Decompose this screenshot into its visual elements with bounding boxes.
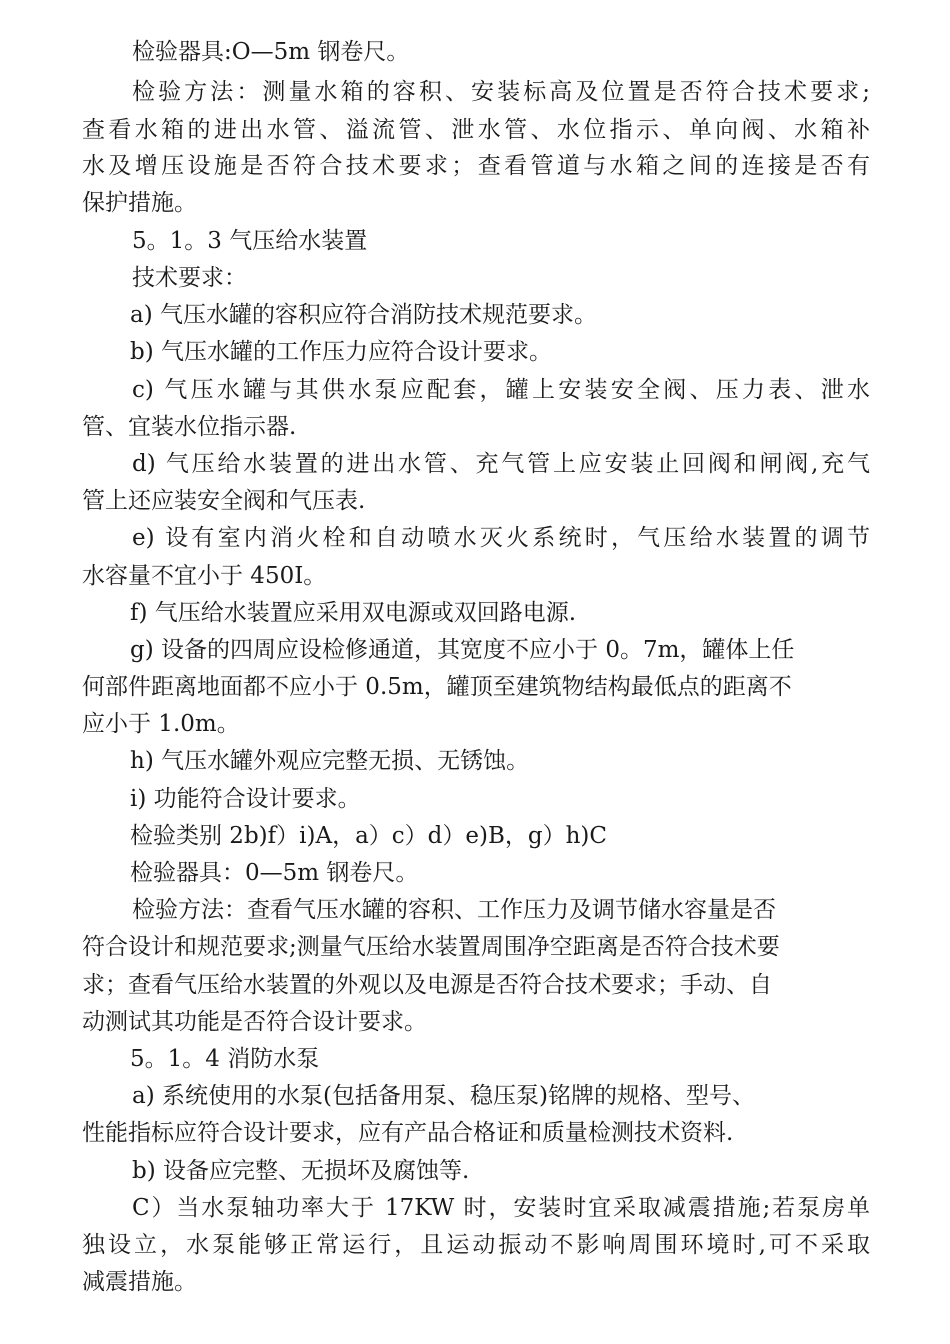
- text-line: 检验方法：测量水箱的容积、安装标高及位置是否符合技术要求;: [132, 79, 870, 105]
- list-item: a) 系统使用的水泵(包括备用泵、稳压泵)铭牌的规格、型号、: [132, 1083, 755, 1109]
- text-line: 独设立，水泵能够正常运行，且运动振动不影响周围环境时,可不采取: [82, 1232, 870, 1258]
- list-item: f) 气压给水装置应采用双电源或双回路电源.: [130, 600, 577, 626]
- text-line: 管上还应装安全阀和气压表.: [82, 488, 366, 514]
- text-line: 求；查看气压给水装置的外观以及电源是否符合技术要求；手动、自: [82, 972, 772, 998]
- list-item: b) 气压水罐的工作压力应符合设计要求。: [130, 339, 553, 365]
- list-item: b) 设备应完整、无损坏及腐蚀等.: [132, 1158, 470, 1184]
- list-item: c) 气压水罐与其供水泵应配套，罐上安装安全阀、压力表、泄水: [132, 377, 870, 403]
- list-item: a) 气压水罐的容积应符合消防技术规范要求。: [130, 302, 597, 328]
- text-line: 何部件距离地面都不应小于 0.5m，罐顶至建筑物结构最低点的距离不: [82, 674, 792, 700]
- text-line: 性能指标应符合设计要求，应有产品合格证和质量检测技术资料.: [82, 1120, 734, 1146]
- text-line: 水及增压设施是否符合技术要求；查看管道与水箱之间的连接是否有: [82, 153, 870, 179]
- text-line: 检验器具:O—5m 钢卷尺。: [132, 39, 410, 65]
- list-item: g) 设备的四周应设检修通道，其宽度不应小于 0。7m，罐体上任: [130, 637, 795, 663]
- list-item: d) 气压给水装置的进出水管、充气管上应安装止回阀和闸阀,充气: [132, 451, 870, 477]
- text-line: 减震措施。: [82, 1269, 197, 1295]
- list-item: e) 设有室内消火栓和自动喷水灭火系统时，气压给水装置的调节: [132, 525, 870, 551]
- section-heading: 5。1。4 消防水泵: [130, 1046, 320, 1072]
- text-line: 保护措施。: [82, 190, 197, 216]
- text-line: 应小于 1.0m。: [82, 711, 240, 737]
- text-line: 检验类别 2b)f）i)A，a）c）d）e)B，g）h)C: [130, 823, 608, 849]
- text-line: 管、宜装水位指示器.: [82, 414, 297, 440]
- text-line: 查看水箱的进出水管、溢流管、泄水管、水位指示、单向阀、水箱补: [82, 117, 870, 143]
- list-item: C）当水泵轴功率大于 17KW 时，安装时宜采取减震措施;若泵房单: [132, 1195, 870, 1221]
- text-line: 符合设计和规范要求;测量气压给水装置周围净空距离是否符合技术要: [82, 934, 780, 960]
- text-line: 水容量不宜小于 450I。: [82, 563, 327, 589]
- text-line: 技术要求：: [132, 265, 247, 291]
- list-item: i) 功能符合设计要求。: [130, 786, 361, 812]
- section-heading: 5。1。3 气压给水装置: [132, 228, 368, 254]
- text-line: 动测试其功能是否符合设计要求。: [82, 1009, 427, 1035]
- list-item: h) 气压水罐外观应完整无损、无锈蚀。: [130, 748, 530, 774]
- text-line: 检验器具：0—5m 钢卷尺。: [130, 860, 419, 886]
- text-line: 检验方法：查看气压水罐的容积、工作压力及调节储水容量是否: [132, 897, 776, 923]
